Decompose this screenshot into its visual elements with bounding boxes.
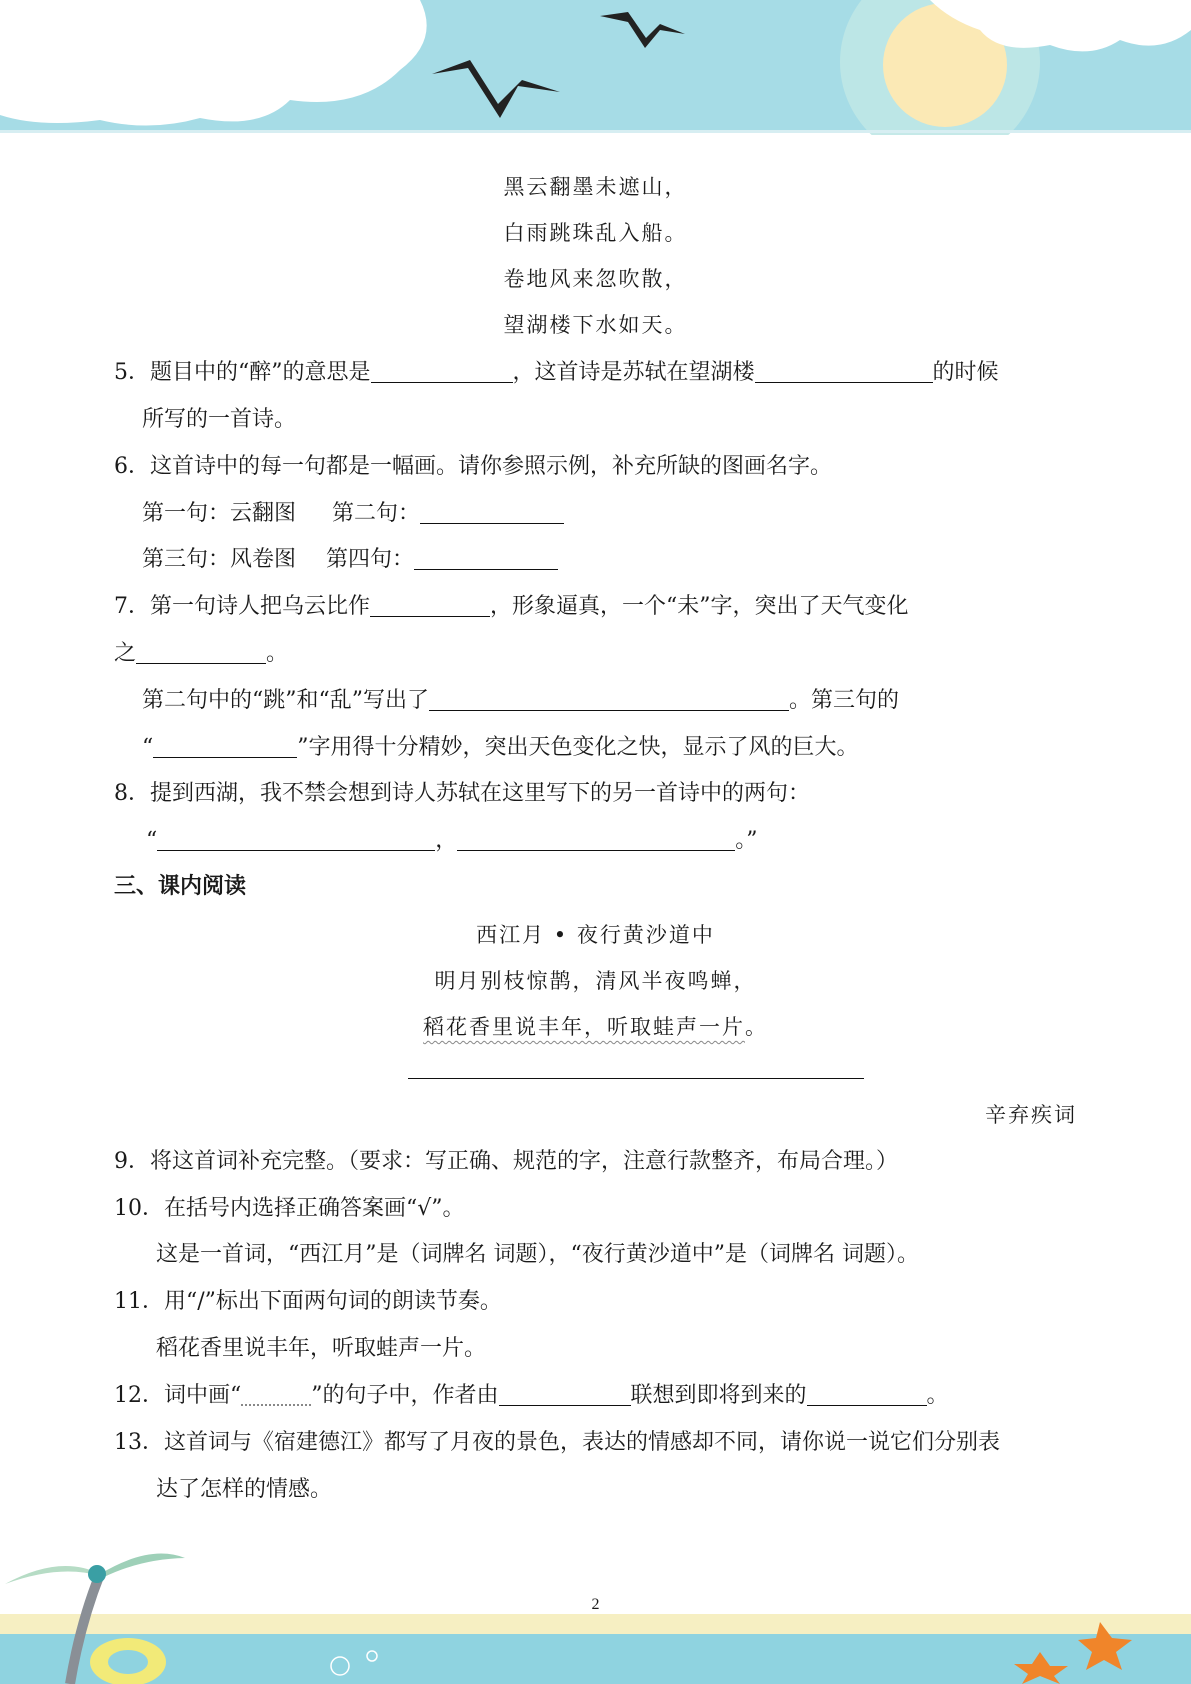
q12-blank-1[interactable] bbox=[499, 1383, 631, 1406]
q7-text-3: 之 bbox=[114, 641, 137, 666]
poem2-line-2-end: 。 bbox=[745, 1015, 768, 1039]
q5-text-2: ，这首诗是苏轼在望湖楼 bbox=[512, 360, 755, 385]
q8-close-quote: 。” bbox=[735, 828, 758, 853]
question-6-row-2 bbox=[142, 545, 558, 575]
q7-text-8: ”字用得十分精妙，突出天色变化之快，显示了风的巨大。 bbox=[297, 735, 859, 760]
poem1-line-4: 望湖楼下水如天。 bbox=[503, 313, 688, 337]
poem2-line-2-wavy: 稻花香里说丰年，听取蛙声一片 bbox=[423, 1015, 745, 1039]
question-7-line-4 bbox=[142, 733, 859, 763]
q5-text-1: 5．题目中的“醉”的意思是 bbox=[114, 360, 371, 385]
q7-blank-4[interactable] bbox=[153, 735, 297, 758]
q7-text-6: 。第三句的 bbox=[789, 688, 900, 713]
question-11: 11．用“/”标出下面两句词的朗读节奏。 bbox=[114, 1289, 502, 1314]
poem2-title: 西江月 • 夜行黄沙道中 bbox=[476, 923, 715, 947]
section-3-heading: 三、课内阅读 bbox=[114, 874, 247, 899]
question-8-answer-line bbox=[146, 826, 758, 856]
q5-blank-1[interactable] bbox=[371, 360, 513, 383]
poem1-line-2: 白雨跳珠乱入船。 bbox=[503, 221, 688, 245]
question-5 bbox=[114, 358, 999, 388]
poem2-author: 辛弃疾词 bbox=[985, 1103, 1077, 1127]
question-6-row-1 bbox=[142, 499, 564, 529]
q7-text-5: 第二句中的“跳”和“乱”写出了 bbox=[142, 688, 429, 713]
q8-comma: ， bbox=[435, 828, 458, 853]
question-13: 13．这首词与《宿建德江》都写了月夜的景色，表达的情感却不同，请你说一说它们分别表 bbox=[114, 1430, 1000, 1455]
q12-blank-2[interactable] bbox=[807, 1383, 927, 1406]
question-12 bbox=[114, 1381, 949, 1411]
question-7-line-2 bbox=[114, 639, 288, 669]
question-6: 6．这首诗中的每一句都是一幅画。请你参照示例，补充所缺的图画名字。 bbox=[114, 454, 832, 479]
q7-text-7: “ bbox=[142, 735, 154, 760]
q5-blank-2[interactable] bbox=[755, 360, 933, 383]
poem1-line-3: 卷地风来忽吹散， bbox=[503, 267, 688, 291]
q7-text-4: 。 bbox=[266, 641, 289, 666]
question-10-line-2: 这是一首词，“西江月”是（词牌名 词题），“夜行黄沙道中”是（词牌名 词题）。 bbox=[156, 1242, 919, 1267]
q7-blank-2[interactable] bbox=[136, 641, 266, 664]
question-5-continued: 所写的一首诗。 bbox=[142, 407, 297, 432]
poem1-line-1: 黑云翻墨未遮山， bbox=[503, 175, 688, 199]
q6-row1-example: 第一句：云翻图 bbox=[142, 501, 297, 526]
q5-text-3: 的时候 bbox=[932, 360, 999, 385]
question-7 bbox=[114, 592, 909, 622]
q12-wavy-sample bbox=[241, 1382, 311, 1406]
q7-blank-1[interactable] bbox=[370, 594, 490, 617]
question-9: 9．将这首词补充完整。（要求：写正确、规范的字，注意行款整齐，布局合理。） bbox=[114, 1149, 898, 1174]
q12-text-2: ”的句子中，作者由 bbox=[311, 1383, 499, 1408]
q8-blank-2[interactable] bbox=[457, 828, 735, 851]
question-7-line-3 bbox=[142, 686, 899, 716]
question-13-line-2: 达了怎样的情感。 bbox=[156, 1477, 333, 1502]
q6-row1-label: 第二句： bbox=[332, 501, 421, 526]
poem2-fill-line[interactable] bbox=[408, 1078, 864, 1079]
q6-blank-2[interactable] bbox=[414, 547, 558, 570]
q12-text-1: 12．词中画“ bbox=[114, 1383, 242, 1408]
q8-open-quote: “ bbox=[146, 828, 158, 853]
q6-row2-label: 第四句： bbox=[326, 547, 415, 572]
q12-text-4: 。 bbox=[926, 1383, 949, 1408]
q7-text-1: 7．第一句诗人把乌云比作 bbox=[114, 594, 370, 619]
q6-row2-example: 第三句：风卷图 bbox=[142, 547, 297, 572]
question-11-line-2: 稻花香里说丰年，听取蛙声一片。 bbox=[156, 1336, 487, 1361]
poem2-line-2 bbox=[0, 1012, 1191, 1042]
page-number: 2 bbox=[591, 1596, 600, 1613]
poem2-line-1: 明月别枝惊鹊，清风半夜鸣蝉， bbox=[434, 969, 757, 993]
q7-blank-3[interactable] bbox=[429, 688, 789, 711]
q12-text-3: 联想到即将到来的 bbox=[630, 1383, 807, 1408]
question-8: 8．提到西湖，我不禁会想到诗人苏轼在这里写下的另一首诗中的两句： bbox=[114, 781, 810, 806]
q6-blank-1[interactable] bbox=[420, 501, 564, 524]
q8-blank-1[interactable] bbox=[157, 828, 435, 851]
question-10: 10．在括号内选择正确答案画“√”。 bbox=[114, 1196, 465, 1221]
q7-text-2: ，形象逼真，一个“未”字，突出了天气变化 bbox=[490, 594, 909, 619]
